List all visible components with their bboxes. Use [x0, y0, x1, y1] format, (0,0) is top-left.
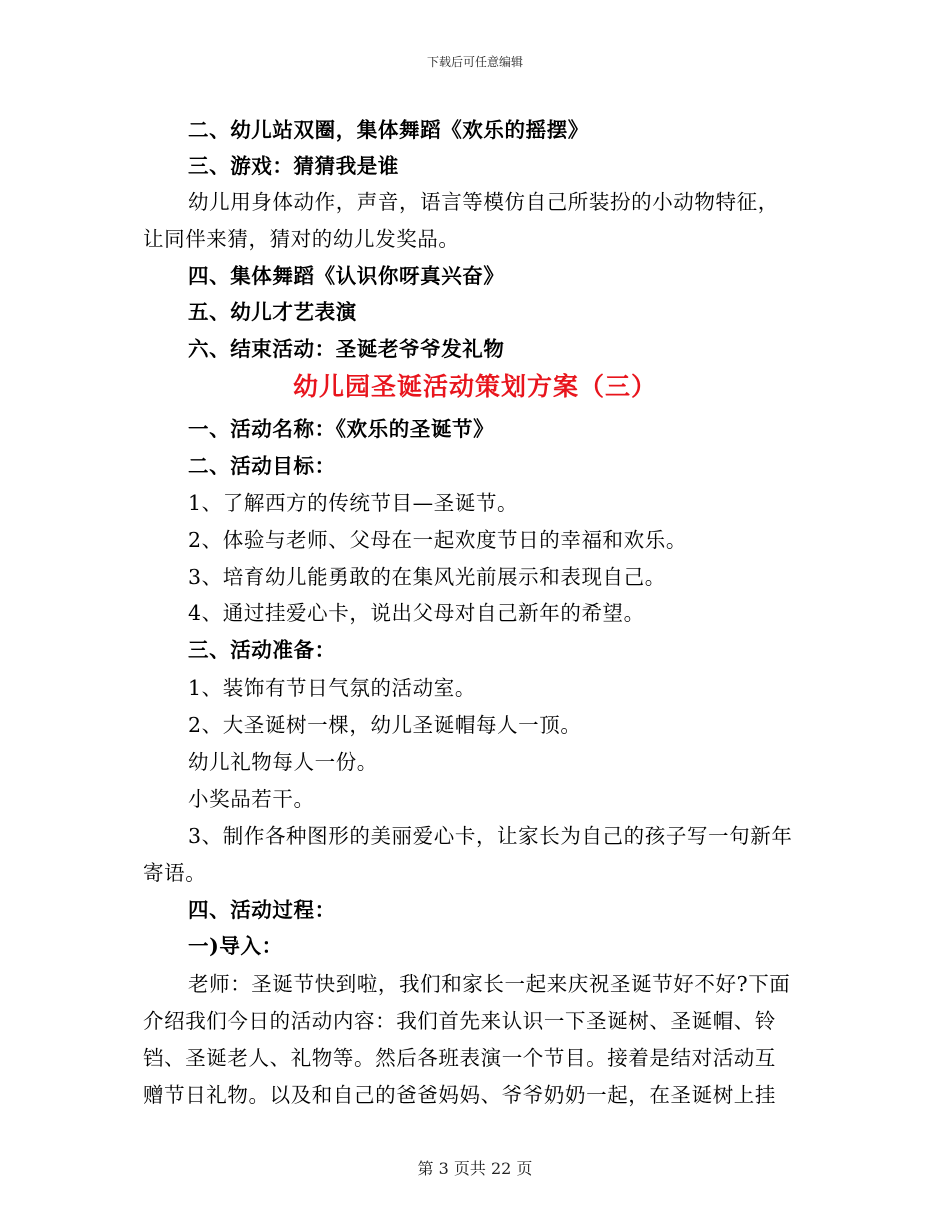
list-item: 2、大圣诞树一棵，幼儿圣诞帽每人一顶。 [188, 713, 582, 737]
paragraph-line: 幼儿用身体动作，声音，语言等模仿自己所装扮的小动物特征， [188, 190, 779, 214]
section-heading: 四、活动过程： [188, 898, 336, 922]
section-heading: 三、游戏：猜猜我是谁 [188, 154, 399, 178]
paragraph-line: 寄语。 [143, 861, 207, 885]
list-item: 2、体验与老师、父母在一起欢度节日的幸福和欢乐。 [188, 528, 687, 552]
paragraph-line: 赠节日礼物。以及和自己的爸爸妈妈、爷爷奶奶一起，在圣诞树上挂 [143, 1083, 776, 1107]
section-heading: 二、幼儿站双圈，集体舞蹈《欢乐的摇摆》 [188, 118, 589, 142]
paragraph-line: 老师：圣诞节快到啦，我们和家长一起来庆祝圣诞节好不好?下面 [188, 972, 791, 996]
sub-heading: 一)导入： [188, 934, 283, 958]
document-title: 幼儿园圣诞活动策划方案（三） [292, 372, 657, 401]
list-item: 1、了解西方的传统节目—圣诞节。 [188, 491, 519, 515]
paragraph-line: 小奖品若干。 [188, 787, 315, 811]
section-heading: 二、活动目标： [188, 454, 336, 478]
section-heading: 四、集体舞蹈《认识你呀真兴奋》 [188, 264, 505, 288]
section-heading: 六、结束活动：圣诞老爷爷发礼物 [188, 337, 505, 361]
list-item: 4、通过挂爱心卡，说出父母对自己新年的希望。 [188, 601, 645, 625]
paragraph-line: 幼儿礼物每人一份。 [188, 750, 378, 774]
page-number: 第 3 页共 22 页 [417, 1159, 533, 1178]
paragraph-line: 铛、圣诞老人、礼物等。然后各班表演一个节目。接着是结对活动互 [143, 1046, 776, 1070]
section-heading: 一、活动名称：《欢乐的圣诞节》 [188, 417, 495, 441]
paragraph-line: 介绍我们今日的活动内容：我们首先来认识一下圣诞树、圣诞帽、铃 [143, 1009, 776, 1033]
list-item: 3、制作各种图形的美丽爱心卡，让家长为自己的孩子写一句新年 [188, 824, 793, 848]
list-item: 3、培育幼儿能勇敢的在集风光前展示和表现自己。 [188, 565, 666, 589]
paragraph-line: 让同伴来猜，猜对的幼儿发奖品。 [143, 227, 460, 251]
page-header: 下载后可任意编辑 [426, 55, 523, 69]
section-heading: 五、幼儿才艺表演 [188, 300, 357, 324]
section-heading: 三、活动准备： [188, 638, 336, 662]
list-item: 1、装饰有节日气氛的活动室。 [188, 676, 476, 700]
